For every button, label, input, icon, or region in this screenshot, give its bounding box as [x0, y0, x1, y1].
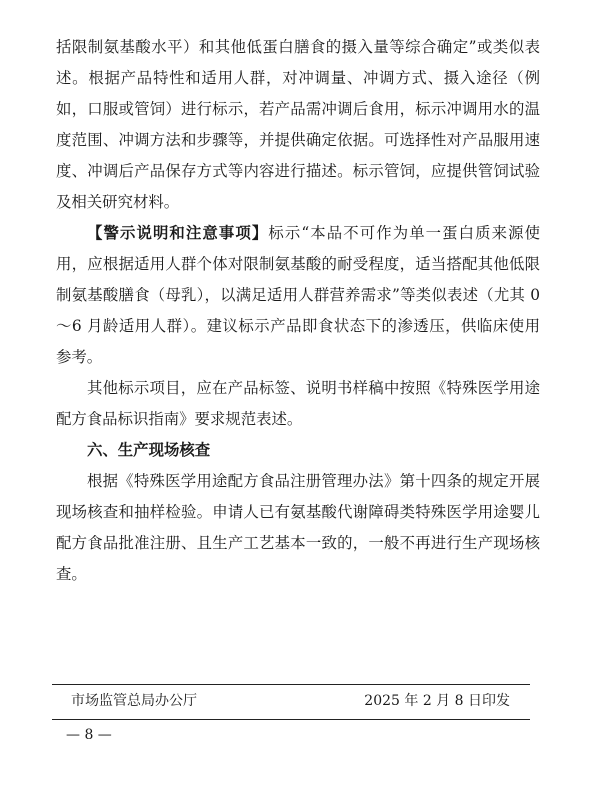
warnings-text: 标示“本品不可作为单一蛋白质来源使用，应根据适用人群个体对限制氨基酸的耐受程度，适当搭配其他低限制氨基酸膳食（母乳），以满足适用人群营养需求”等类似表述（尤其 0～6 月龄适用人群）。建议标示产品即食状态下的渗透压，供临床使用参考。 [56, 224, 540, 366]
issue-date: 2025 年 2 月 8 日印发 [364, 693, 510, 709]
paragraph-warnings [56, 218, 540, 373]
warnings-title: 【警示说明和注意事项】 [87, 224, 269, 242]
paragraph-usage-instructions: 括限制氨基酸水平）和其他低蛋白膳食的摄入量等综合确定”或类似表述。根据产品特性和适用人群，对冲调量、冲调方式、摄入途径（例如，口服或管饲）进行标示，若产品需冲调后食用，标示冲调用水的温度范围、冲调方法和步骤等，并提供确定依据。可选择性对产品服用速度、冲调后产品保存方式等内容进行描述。标示管饲，应提供管饲试验及相关研究材料。 [56, 38, 540, 211]
page-number: — 8 — [66, 727, 112, 743]
footer-top-rule [52, 684, 530, 685]
section-heading-site-inspection: 六、生产现场核查 [87, 441, 211, 459]
paragraph-site-inspection: 根据《特殊医学用途配方食品注册管理办法》第十四条的规定开展现场核查和抽样检验。申请人已有氨基酸代谢障碍类特殊医学用途婴儿配方食品批准注册、且生产工艺基本一致的，一般不再进行生产现场核查。 [56, 472, 540, 583]
document-body [56, 32, 540, 590]
paragraph-other-labeling: 其他标示项目，应在产品标签、说明书样稿中按照《特殊医学用途配方食品标识指南》要求规范表述。 [56, 379, 540, 428]
footer-bottom-rule [52, 719, 530, 720]
issuer-label: 市场监管总局办公厅 [71, 693, 197, 709]
